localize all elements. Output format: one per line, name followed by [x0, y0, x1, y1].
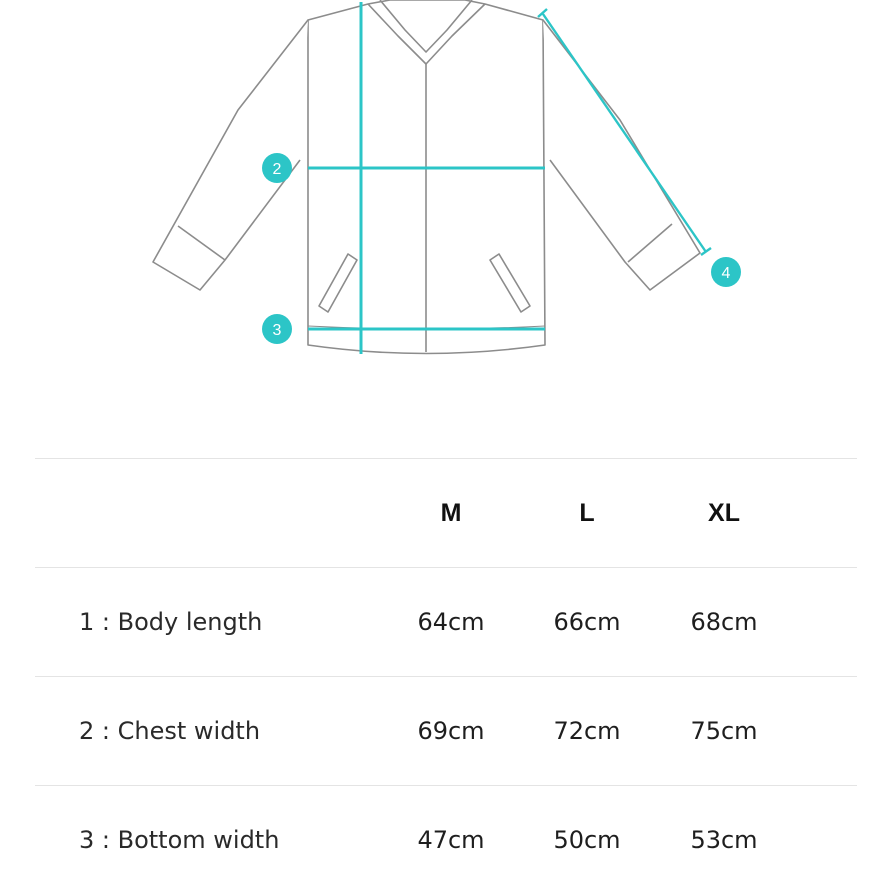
value-m: 64cm [417, 608, 485, 636]
value-xl: 53cm [690, 826, 758, 854]
marker-2-label: 2 [272, 161, 282, 178]
row-label: 2 : Chest width [79, 717, 261, 745]
value-l: 66cm [553, 608, 621, 636]
table-row-body-length [35, 567, 857, 676]
jacket-measurement-diagram [0, 0, 890, 400]
value-xl: 68cm [690, 608, 758, 636]
header-size-xl: XL [708, 498, 740, 527]
header-size-l: L [579, 498, 595, 527]
jacket-outline [153, 0, 700, 354]
marker-2 [262, 153, 292, 183]
table-row-chest-width [35, 676, 857, 785]
table-row-bottom-width [35, 785, 857, 894]
value-l: 72cm [553, 717, 621, 745]
value-xl: 75cm [690, 717, 758, 745]
header-size-m: M [440, 498, 462, 527]
value-m: 69cm [417, 717, 485, 745]
row-label: 1 : Body length [79, 608, 263, 636]
marker-4-label: 4 [721, 265, 731, 282]
size-chart-table [35, 458, 857, 894]
value-l: 50cm [553, 826, 621, 854]
marker-3 [262, 314, 292, 344]
row-label: 3 : Bottom width [79, 826, 280, 854]
table-header-row [35, 458, 857, 567]
marker-3-label: 3 [272, 322, 282, 339]
marker-4 [711, 257, 741, 287]
value-m: 47cm [417, 826, 485, 854]
